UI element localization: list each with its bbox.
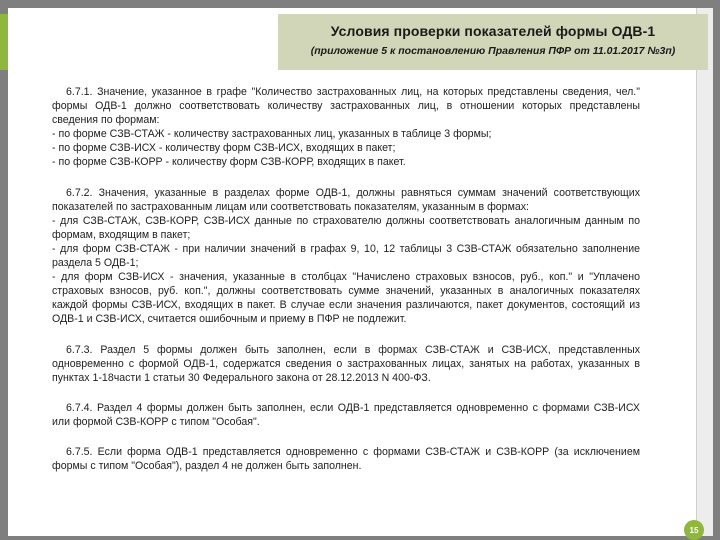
paragraph-text: 6.7.1. Значение, указанное в графе "Количество застрахованных лиц, на которых представлены сведения, чел." формы ОДВ-1 должно соответствовать количеству застрахованных лиц, в отношении которых представлены сведения по формам: (52, 86, 640, 127)
list-item: - по форме СЗВ-ИСХ - количеству форм СЗВ-ИСХ, входящих в пакет; (52, 142, 396, 155)
paragraph-6-7-2 (52, 186, 640, 327)
page-subtitle: (приложение 5 к постановлению Правления ПФР от 11.01.2017 №3п) (310, 45, 676, 57)
list-item: - для форм СЗВ-СТАЖ - при наличии значений в графах 9, 10, 12 таблицы 3 СЗВ-СТАЖ обязательно заполнение раздела 5 ОДВ-1; (52, 242, 640, 270)
paragraph-text: 6.7.2. Значения, указанные в разделах форме ОДВ-1, должны равняться суммам значений соответствующих показателей по застрахованным лицам или соответствовать показателям, указанным в формах: (52, 186, 640, 213)
page-title: Условия проверки показателей формы ОДВ-1 (330, 23, 656, 39)
paragraph-6-7-4 (52, 401, 640, 429)
paragraph-text: 6.7.4. Раздел 4 формы должен быть заполнен, если ОДВ-1 представляется одновременно с формами СЗВ-ИСХ или формой СЗВ-КОРР с типом "Особая". (52, 401, 640, 428)
header-accent-bar (0, 14, 8, 70)
slide-side-band (696, 8, 713, 536)
list-item: - для форм СЗВ-ИСХ - значения, указанные в столбцах "Начислено страховых взносов, руб., коп." и "Уплачено страховых взносов, руб. коп.", должны соответствовать сумме значений, указанных в аналогичных показателях каждой формы СЗВ-ИСХ, входящих в пакет. В случае если значения различаются, пакет документов, состоящий из ОДВ-1 и СЗВ-ИСХ, считается ошибочным и приему в ПФР не подлежит. (52, 271, 640, 326)
paragraph-6-7-5 (52, 445, 640, 473)
paragraph-6-7-3 (52, 343, 640, 385)
slide-header (278, 14, 708, 70)
paragraph-6-7-1 (52, 85, 640, 170)
list-item: - для СЗВ-СТАЖ, СЗВ-КОРР, СЗВ-ИСХ данные по страхователю должны соответствовать аналогичным данным по формам, входящим в пакет; (52, 214, 640, 241)
list-item: - по форме СЗВ-КОРР - количеству форм СЗВ-КОРР, входящих в пакет. (52, 156, 406, 169)
page-number-badge: 15 (684, 520, 704, 540)
paragraph-text: 6.7.5. Если форма ОДВ-1 представляется одновременно с формами СЗВ-СТАЖ и СЗВ-КОРР (за исключением формы с типом "Особая"), раздел 4 не должен быть заполнен. (52, 445, 640, 473)
slide-body (52, 85, 640, 489)
list-item: - по форме СЗВ-СТАЖ - количеству застрахованных лиц, указанных в таблице 3 формы; (52, 128, 492, 141)
paragraph-text: 6.7.3. Раздел 5 формы должен быть заполнен, если в формах СЗВ-СТАЖ и СЗВ-ИСХ, представленных одновременно с формой ОДВ-1, содержатся сведения о застрахованных лицах, занятых на работах, указанных в пунктах 1-18части 1 статьи 30 Федерального закона от 28.12.2013 N 400-ФЗ. (52, 343, 640, 384)
